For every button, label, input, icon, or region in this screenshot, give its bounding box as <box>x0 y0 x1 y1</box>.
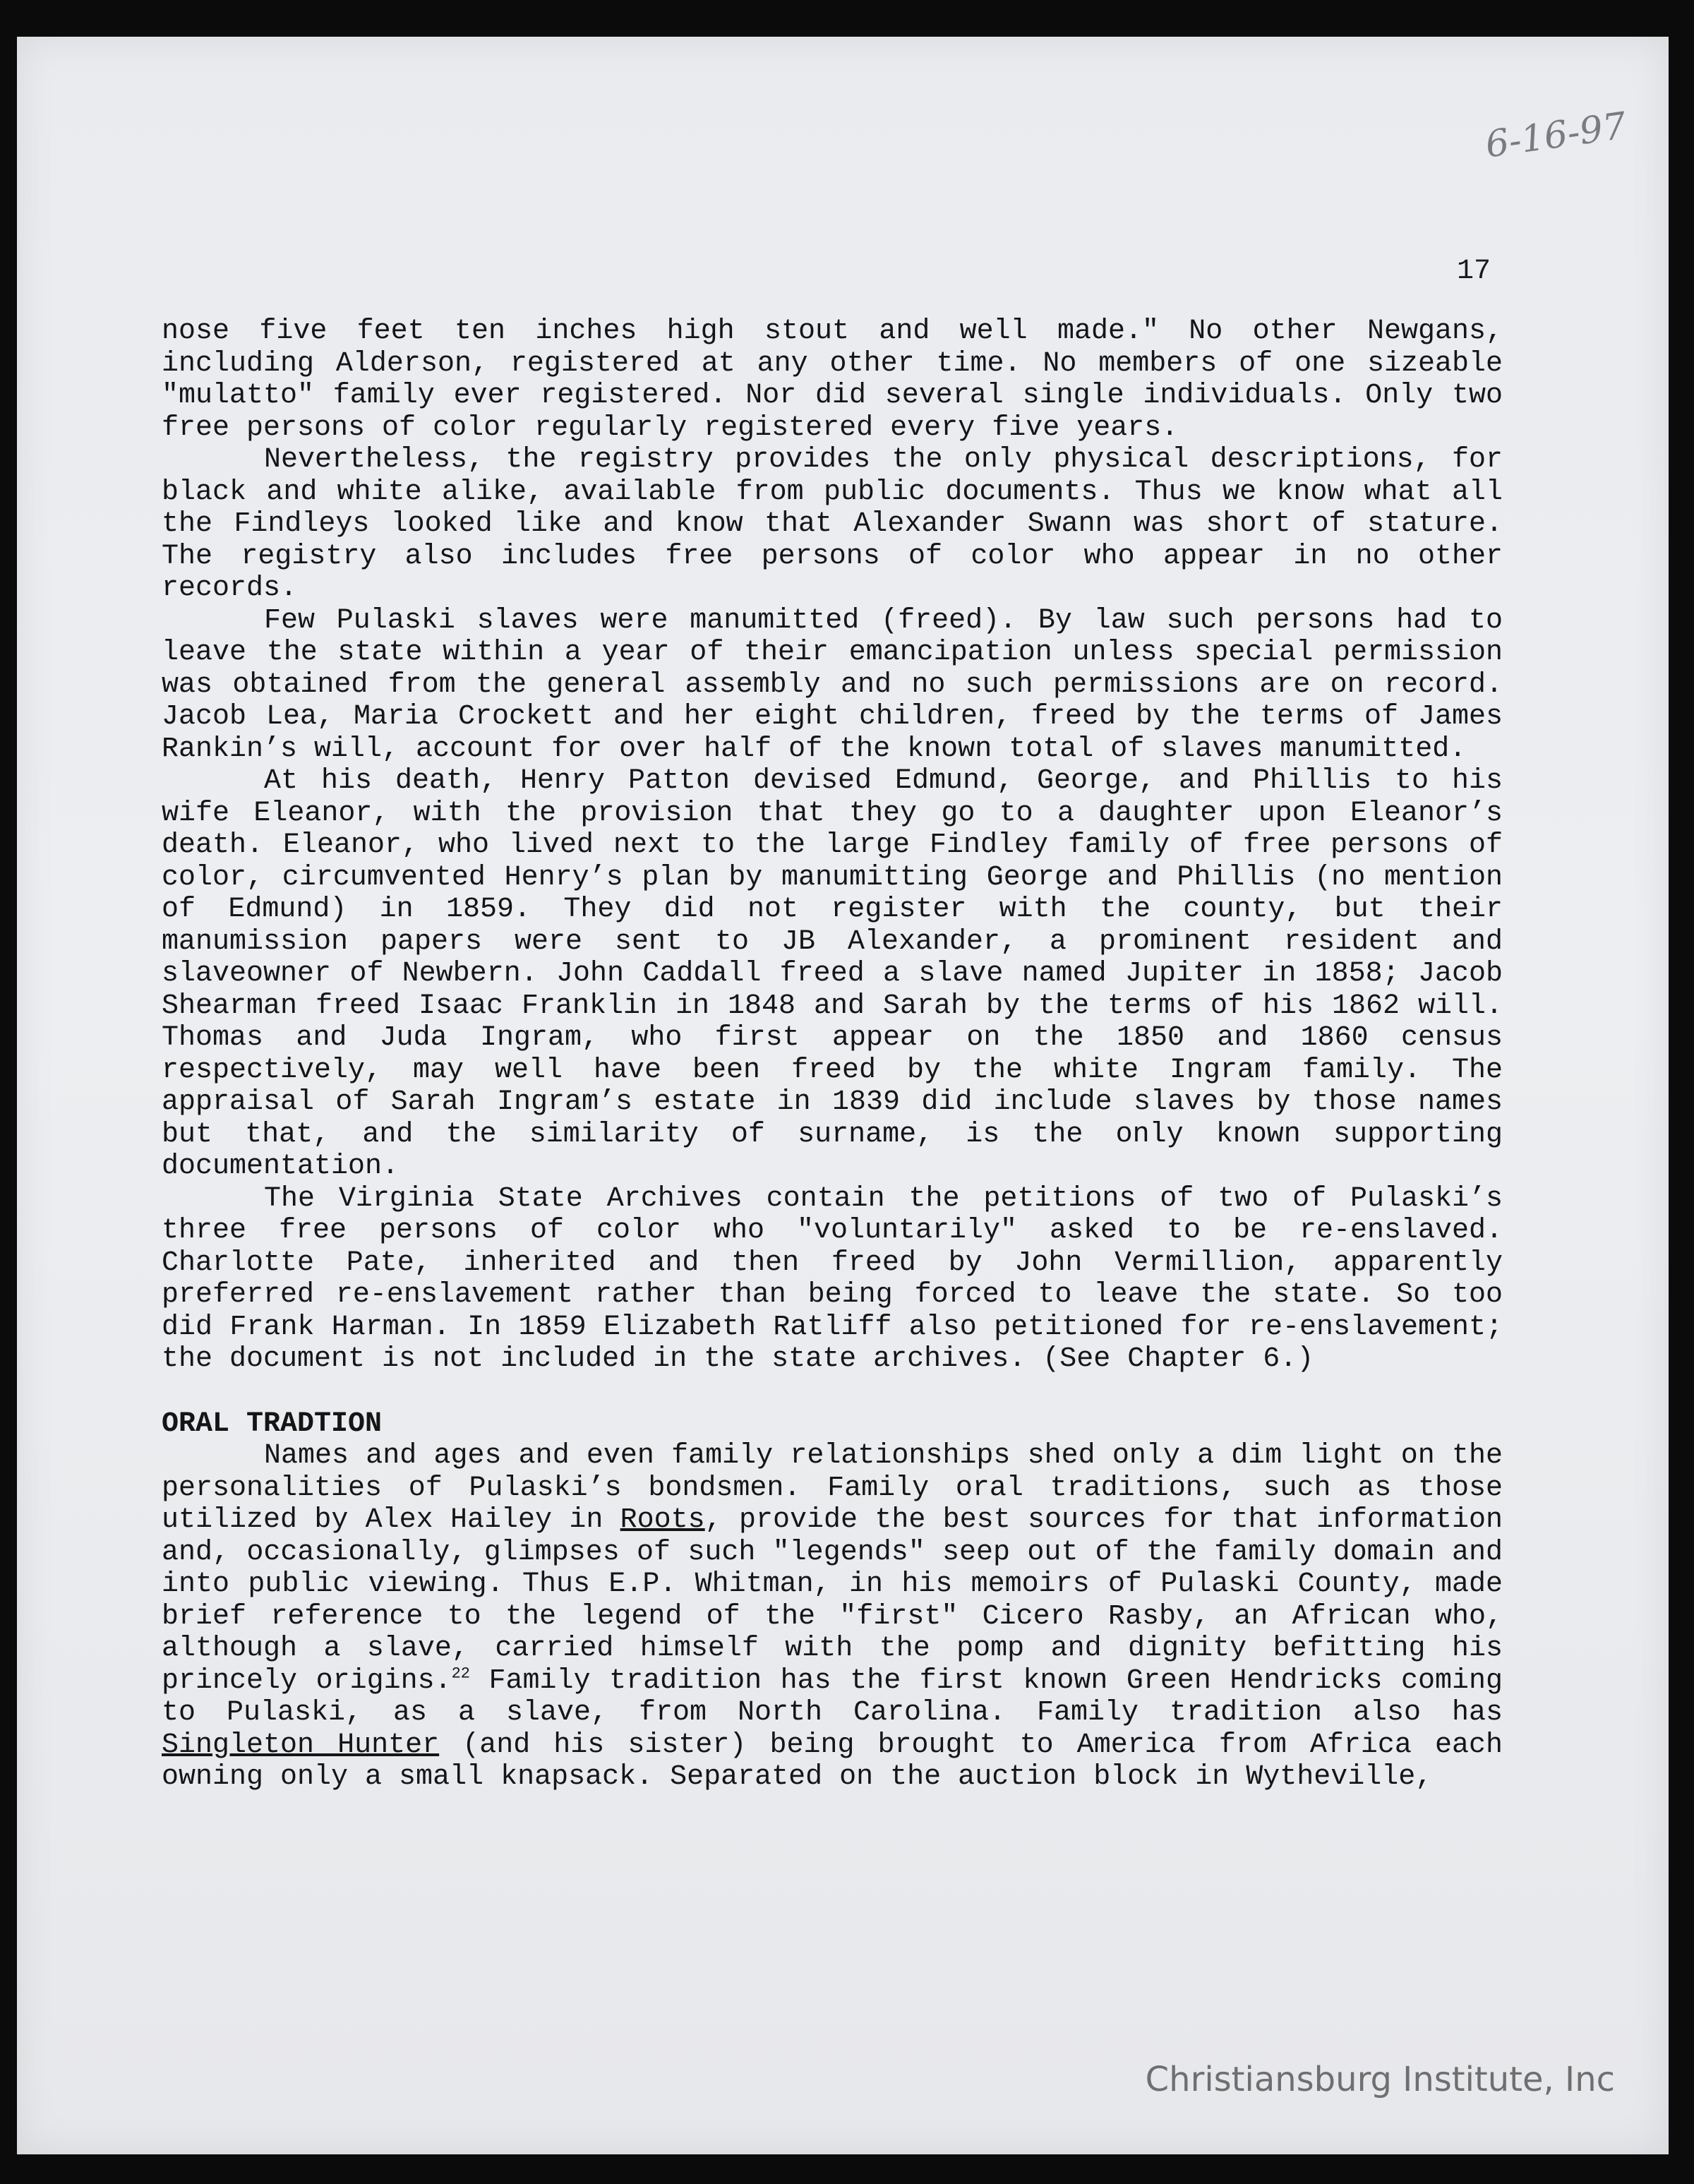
oral-text-1: Names and ages and even family relationships shed only a dim light on the personalities of Pulaski’s bondsmen. Family oral traditions, such as those utilized by Alex Hailey in <box>162 1440 1503 1536</box>
singleton-hunter-name: Singleton Hunter <box>162 1729 440 1761</box>
oral-tradition-paragraph <box>162 1440 1503 1794</box>
oral-text-3: Family tradition has the first known Green Hendricks coming to Pulaski, as a slave, from North Carolina. Family tradition also has <box>162 1664 1503 1729</box>
paragraph-3: Few Pulaski slaves were manumitted (freed). By law such persons had to leave the state within a year of their emancipation unless special permission was obtained from the general assembly and no such permissions are on record. Jacob Lea, Maria Crockett and her eight children, freed by the terms of James Rankin’s will, account for over half of the known total of slaves manumitted. <box>162 604 1503 765</box>
oral-text-2: , provide the best sources for that information and, occasionally, glimpses of such "legends" seep out of the family domain and into public viewing. Thus E.P. Whitman, in his memoirs of Pulaski County, made brief reference to the legend of the "first" Cicero Rasby, an African who, although a slave, carried himself with the pomp and dignity befitting his princely origins. <box>162 1504 1503 1697</box>
section-heading: ORAL TRADTION <box>162 1408 383 1440</box>
paragraph-2: Nevertheless, the registry provides the only physical descriptions, for black and white alike, available from public documents. Thus we know what all the Findleys looked like and know that Alexander Swann was short of stature. The registry also includes free persons of color who appear in no other records. <box>162 444 1503 604</box>
paragraph-5: The Virginia State Archives contain the petitions of two of Pulaski’s three free persons of color who "voluntarily" asked to be re-enslaved. Charlotte Pate, inherited and then freed by John Vermillion, apparently preferred re-enslavement rather than being forced to leave the state. So too did Frank Harman. In 1859 Elizabeth Ratliff also petitioned for re-enslavement; the document is not included in the state archives. (See Chapter 6.) <box>162 1182 1503 1375</box>
roots-title: Roots <box>620 1504 705 1536</box>
oral-text-4: (and his sister) being brought to America from Africa each owning only a small knapsack. Separated on the auction block in Wytheville, <box>162 1729 1503 1793</box>
document-page <box>17 37 1669 2154</box>
paragraph-1: nose five feet ten inches high stout and well made." No other Newgans, including Alderson, registered at any other time. No members of one sizeable "mulatto" family ever registered. Nor did several single individuals. Only two free persons of color regularly registered every five years. <box>162 316 1503 444</box>
handwritten-date: 6-16-97 <box>1482 104 1629 167</box>
body-text <box>162 316 1503 1794</box>
footnote-marker: 22 <box>451 1664 471 1683</box>
paragraph-4: At his death, Henry Patton devised Edmund, George, and Phillis to his wife Eleanor, with the provision that they go to a daughter upon Eleanor’s death. Eleanor, who lived next to the large Findley family of free persons of color, circumvented Henry’s plan by manumitting George and Phillis (no mention of Edmund) in 1859. They did not register with the county, but their manumission papers were sent to JB Alexander, a prominent resident and slaveowner of Newbern. John Caddall freed a slave named Jupiter in 1858; Jacob Shearman freed Isaac Franklin in 1848 and Sarah by the terms of his 1862 will. Thomas and Juda Ingram, who first appear on the 1850 and 1860 census respectively, may well have been freed by the white Ingram family. The appraisal of Sarah Ingram’s estate in 1839 did include slaves by those names but that, and the similarity of surname, is the only known supporting documentation. <box>162 765 1503 1182</box>
page-number: 17 <box>1457 256 1491 287</box>
watermark: Christiansburg Institute, Inc <box>1145 2060 1615 2099</box>
